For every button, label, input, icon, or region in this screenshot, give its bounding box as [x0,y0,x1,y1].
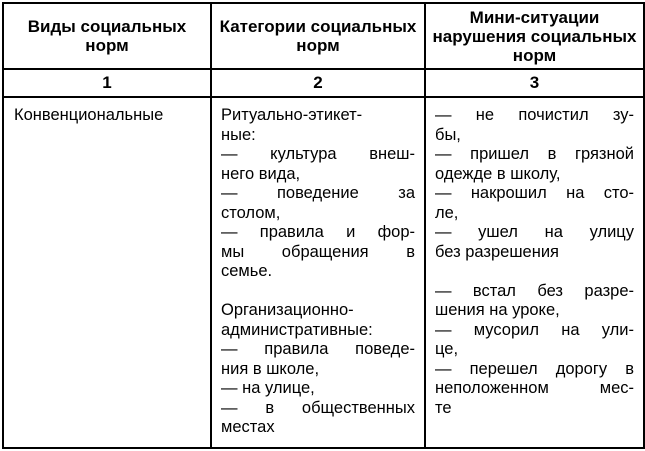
situation-line: — ушел на улицу [435,223,634,241]
situation-line: без разрешения [435,242,559,261]
situation-line: — накрошил на сто- [435,184,634,202]
header-mini-situations: Мини-ситуации нарушения социальных норм [425,3,644,69]
situation-line: неположенном мес- [435,379,634,397]
block-gap [435,262,634,282]
category-line: — в общественных [221,398,415,417]
category-line: мы обращения в [221,242,415,261]
category-line: — правила и фор- [221,223,415,241]
header-norm-types: Виды социальных норм [3,3,211,69]
category-line: — правила поведе- [221,340,415,358]
category-line: столом, [221,203,281,222]
categories-block-organizational [221,301,415,438]
situations-block-organizational [435,282,634,419]
norm-type: Конвенциональные [14,106,164,124]
category-line: ния в школе, [221,359,320,378]
situation-line: це, [435,340,459,358]
column-number-3: 3 [425,69,644,97]
category-line: — культура внеш- [221,145,415,163]
situation-line: те [435,398,452,417]
category-line: местах [221,418,275,436]
category-line: Ритуально-этикет- [221,106,363,124]
categories-block-ritual [221,106,415,282]
situation-line: — мусорил на ули- [435,320,634,339]
category-line: — на улице, [221,379,315,397]
situation-line: — не почистил зу- [435,106,634,124]
situations-cell [425,97,644,448]
category-line: ные: [221,125,256,144]
category-line: — поведение за [221,184,415,202]
situations-block-ritual [435,106,634,262]
social-norms-table [2,2,645,449]
block-gap [221,282,415,302]
situation-line: — пришел в грязной [435,145,634,163]
header-norm-categories: Категории социальных норм [211,3,425,69]
category-line: Организационно- [221,301,354,319]
situation-line: одежде в школу, [435,164,561,183]
situation-line: — перешел дорогу в [435,359,634,378]
table-row [3,97,644,448]
column-number-2: 2 [211,69,425,97]
category-line: него вида, [221,164,301,183]
categories-cell [211,97,425,448]
situation-line: — встал без разре- [435,281,634,300]
column-number-row [3,69,644,97]
situation-line: ле, [435,203,459,222]
situation-line: бы, [435,125,461,144]
category-line: административные: [221,320,373,339]
header-row [3,3,644,69]
category-line: семье. [221,262,273,280]
norm-type-cell [3,97,211,448]
column-number-1: 1 [3,69,211,97]
situation-line: шения на уроке, [435,301,560,319]
